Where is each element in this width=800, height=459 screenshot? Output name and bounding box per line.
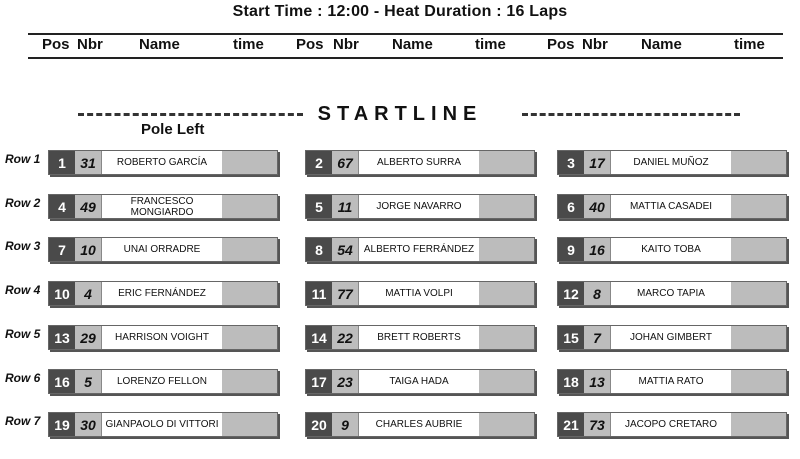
rider-name: MATTIA VOLPI (358, 282, 480, 305)
rider-number: 8 (584, 282, 610, 305)
row-label: Row 5 (5, 327, 41, 341)
grid-position: 13 (49, 326, 75, 349)
grid-slot (305, 325, 535, 350)
grid-position: 19 (49, 413, 75, 436)
rider-name: MATTIA RATO (610, 370, 732, 393)
column-header-time: time (233, 36, 264, 53)
time-cell (479, 238, 534, 261)
rider-number: 31 (75, 151, 101, 174)
grid-position: 20 (306, 413, 332, 436)
rider-name: TAIGA HADA (358, 370, 480, 393)
time-cell (222, 370, 277, 393)
column-header-pos: Pos (547, 36, 575, 53)
time-cell (731, 195, 786, 218)
time-cell (222, 238, 277, 261)
row-label: Row 1 (5, 152, 41, 166)
grid-slot (305, 150, 535, 175)
column-header-time: time (734, 36, 765, 53)
grid-slot (305, 194, 535, 219)
page-title: Start Time : 12:00 - Heat Duration : 16 Laps (232, 3, 568, 20)
column-header-name: Name (392, 36, 433, 53)
rider-number: 49 (75, 195, 101, 218)
column-header-nbr: Nbr (582, 36, 608, 53)
rider-number: 67 (332, 151, 358, 174)
time-cell (479, 413, 534, 436)
grid-position: 6 (558, 195, 584, 218)
time-cell (222, 282, 277, 305)
rider-name: JORGE NAVARRO (358, 195, 480, 218)
column-header-time: time (475, 36, 506, 53)
grid-position: 7 (49, 238, 75, 261)
pole-left-label: Pole Left (141, 121, 205, 138)
grid-position: 14 (306, 326, 332, 349)
grid-slot (305, 369, 535, 394)
startline-label: STARTLINE (317, 103, 483, 125)
column-header-pos: Pos (42, 36, 70, 53)
rider-name: FRANCESCO MONGIARDO (101, 195, 223, 218)
rider-number: 22 (332, 326, 358, 349)
grid-slot (305, 237, 535, 262)
rider-name: JACOPO CRETARO (610, 413, 732, 436)
rider-name: ALBERTO FERRÁNDEZ (358, 238, 480, 261)
rider-name: MATTIA CASADEI (610, 195, 732, 218)
time-cell (731, 413, 786, 436)
rider-number: 54 (332, 238, 358, 261)
row-label: Row 3 (5, 239, 41, 253)
time-cell (731, 151, 786, 174)
rider-number: 13 (584, 370, 610, 393)
rider-name: JOHAN GIMBERT (610, 326, 732, 349)
grid-position: 1 (49, 151, 75, 174)
rider-name: ROBERTO GARCÍA (101, 151, 223, 174)
grid-position: 4 (49, 195, 75, 218)
column-header-name: Name (139, 36, 180, 53)
rider-number: 7 (584, 326, 610, 349)
rider-number: 29 (75, 326, 101, 349)
time-cell (479, 195, 534, 218)
grid-position: 21 (558, 413, 584, 436)
row-label: Row 4 (5, 283, 41, 297)
time-cell (731, 238, 786, 261)
time-cell (479, 370, 534, 393)
grid-position: 11 (306, 282, 332, 305)
rider-name: ALBERTO SURRA (358, 151, 480, 174)
grid-position: 8 (306, 238, 332, 261)
rider-name: BRETT ROBERTS (358, 326, 480, 349)
rider-name: KAITO TOBA (610, 238, 732, 261)
rider-name: CHARLES AUBRIE (358, 413, 480, 436)
startline-banner (0, 103, 800, 127)
time-cell (479, 326, 534, 349)
header-rule-bottom (28, 57, 783, 59)
grid-position: 17 (306, 370, 332, 393)
rider-name: ERIC FERNÁNDEZ (101, 282, 223, 305)
rider-name: GIANPAOLO DI VITTORI (101, 413, 223, 436)
rider-number: 10 (75, 238, 101, 261)
column-header-nbr: Nbr (77, 36, 103, 53)
header-rule-top (28, 33, 783, 35)
grid-slot (48, 281, 278, 306)
grid-slot (305, 412, 535, 437)
grid-position: 15 (558, 326, 584, 349)
rider-number: 16 (584, 238, 610, 261)
grid-slot (557, 194, 787, 219)
time-cell (731, 326, 786, 349)
rider-name: UNAI ORRADRE (101, 238, 223, 261)
grid-slot (48, 369, 278, 394)
grid-slot (48, 150, 278, 175)
rider-name: HARRISON VOIGHT (101, 326, 223, 349)
grid-slot (305, 281, 535, 306)
grid-slot (557, 369, 787, 394)
grid-position: 5 (306, 195, 332, 218)
time-cell (479, 151, 534, 174)
grid-slot (557, 325, 787, 350)
rider-number: 77 (332, 282, 358, 305)
grid-position: 9 (558, 238, 584, 261)
grid-slot (557, 412, 787, 437)
grid-slot (48, 412, 278, 437)
grid-position: 18 (558, 370, 584, 393)
rider-number: 17 (584, 151, 610, 174)
time-cell (222, 413, 277, 436)
time-cell (731, 370, 786, 393)
grid-position: 2 (306, 151, 332, 174)
grid-position: 10 (49, 282, 75, 305)
time-cell (479, 282, 534, 305)
rider-number: 5 (75, 370, 101, 393)
time-cell (222, 326, 277, 349)
rider-number: 23 (332, 370, 358, 393)
time-cell (222, 195, 277, 218)
grid-slot (557, 150, 787, 175)
grid-slot (557, 281, 787, 306)
time-cell (222, 151, 277, 174)
row-label: Row 7 (5, 414, 41, 428)
rider-name: DANIEL MUÑOZ (610, 151, 732, 174)
rider-number: 11 (332, 195, 358, 218)
grid-slot (48, 237, 278, 262)
grid-slot (48, 194, 278, 219)
column-header-name: Name (641, 36, 682, 53)
row-label: Row 2 (5, 196, 41, 210)
grid-slot (557, 237, 787, 262)
column-header-pos: Pos (296, 36, 324, 53)
grid-position: 12 (558, 282, 584, 305)
rider-number: 9 (332, 413, 358, 436)
grid-position: 3 (558, 151, 584, 174)
column-headers (0, 36, 800, 56)
time-cell (731, 282, 786, 305)
column-header-nbr: Nbr (333, 36, 359, 53)
grid-slot (48, 325, 278, 350)
rider-number: 4 (75, 282, 101, 305)
rider-name: MARCO TAPIA (610, 282, 732, 305)
row-label: Row 6 (5, 371, 41, 385)
rider-name: LORENZO FELLON (101, 370, 223, 393)
rider-number: 40 (584, 195, 610, 218)
rider-number: 73 (584, 413, 610, 436)
rider-number: 30 (75, 413, 101, 436)
grid-position: 16 (49, 370, 75, 393)
